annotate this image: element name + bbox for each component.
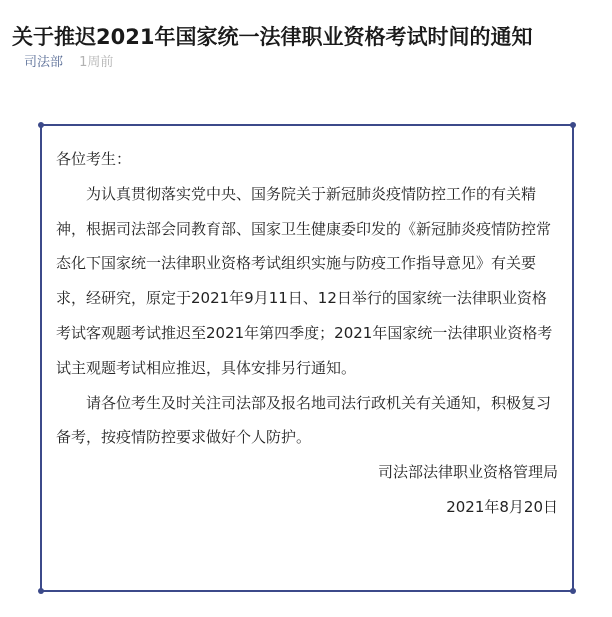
corner-dot-icon [38, 122, 44, 128]
notice-greeting: 各位考生： [56, 150, 132, 168]
article-meta [24, 54, 113, 72]
corner-dot-icon [570, 122, 576, 128]
publish-time: 1周前 [79, 55, 114, 70]
notice-content [56, 142, 558, 525]
source-link[interactable]: 司法部 [24, 55, 64, 70]
notice-paragraph-1: 为认真贯彻落实党中央、国务院关于新冠肺炎疫情防控工作的有关精神，根据司法部会同教育部、国家卫生健康委印发的《新冠肺炎疫情防控常态化下国家统一法律职业资格考试组织实施与防疫工作指导意见》有关要求，经研究，原定于2021年9月11日、12日举行的国家统一法律职业资格考试客观题考试推迟至2021年第四季度；2021年国家统一法律职业资格考试主观题考试相应推迟，具体安排另行通知。 [56, 184, 553, 377]
corner-dot-icon [38, 588, 44, 594]
notice-signature: 司法部法律职业资格管理局 [377, 463, 558, 482]
notice-date: 2021年8月20日 [446, 497, 558, 516]
notice-paragraph-2: 请各位考生及时关注司法部及报名地司法行政机关有关通知，积极复习备考，按疫情防控要求做好个人防护。 [56, 393, 552, 447]
corner-dot-icon [570, 588, 576, 594]
notice-frame [40, 124, 574, 592]
article-title: 关于推迟2021年国家统一法律职业资格考试时间的通知 [12, 25, 533, 50]
